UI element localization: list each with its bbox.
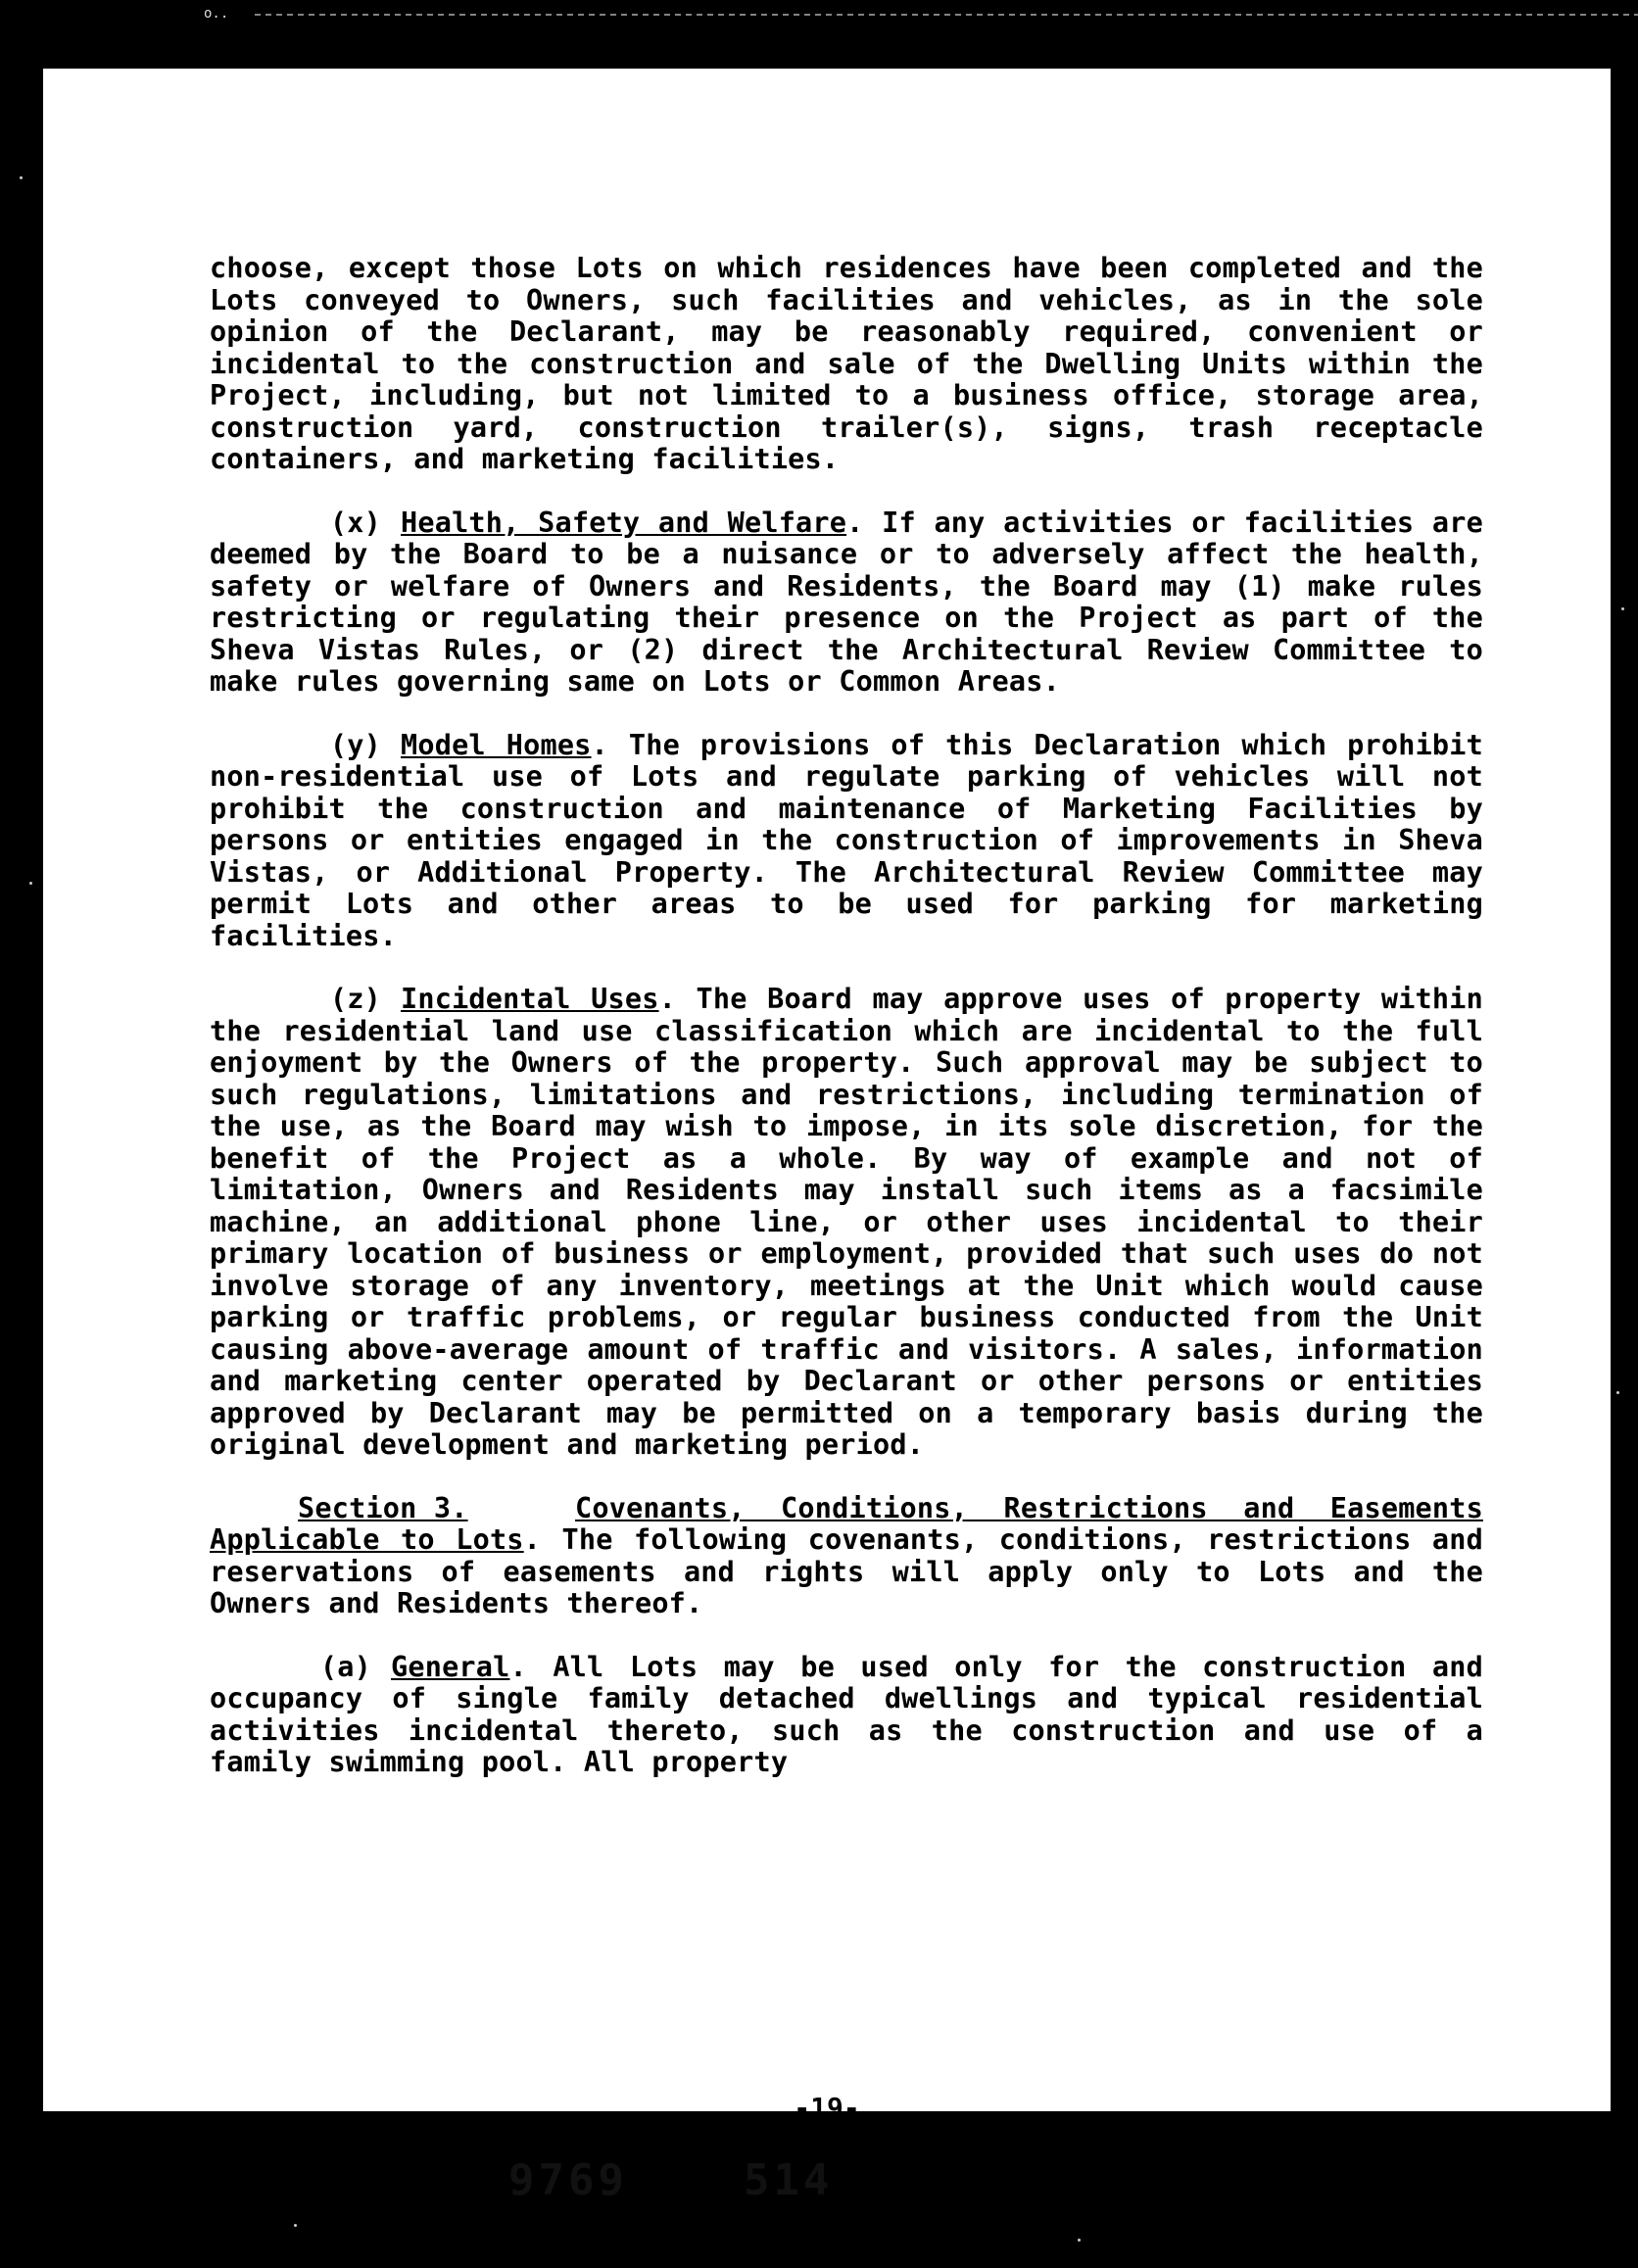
paragraph-x-label: (x) [329, 506, 381, 539]
paragraph-a-label: (a) [319, 1650, 371, 1683]
document-page [43, 69, 1611, 2205]
section-3-heading: Covenants, Conditions, Restrictions and Easements Applicable to Lots [210, 1491, 1483, 1556]
paragraph-a [210, 1652, 1483, 1779]
scan-top-border [0, 0, 1638, 39]
paragraph-a-heading: General [391, 1650, 510, 1683]
paragraph-y [210, 730, 1483, 953]
recording-book-number: 9769 [508, 2155, 628, 2205]
paragraph-x-text: . If any activities or facilities are deemed by the Board to be a nuisance or to adversely affect the health, safety or welfare of Owners and Residents, the Board may (1) make rules restricting or regulating their presence on the Project as part of the Sheva Vistas Rules, or (2) direct the Architectural Review Committee to make rules governing same on Lots or Common Areas. [210, 506, 1483, 698]
scan-corner-mark: o.. [204, 6, 229, 22]
section-3 [210, 1493, 1483, 1620]
paragraph-y-label: (y) [329, 728, 381, 761]
recording-page-number: 514 [744, 2155, 834, 2205]
section-3-text: . The following covenants, conditions, restrictions and reservations of easements and rights will apply only to Lots and the Owners and Residents thereof. [210, 1523, 1484, 1619]
scan-speck [20, 176, 23, 179]
paragraph-a-text: . All Lots may be used only for the construction and occupancy of single family detached dwellings and typical residential activities incidental thereto, such as the construction and use of a family swimming pool. All property [210, 1650, 1483, 1778]
scan-speck [294, 2224, 297, 2227]
paragraph-z-label: (z) [329, 983, 381, 1015]
scan-speck [1078, 2239, 1081, 2242]
scan-speck [1621, 607, 1624, 610]
section-3-label: Section 3. [298, 1491, 468, 1524]
paragraph-y-heading: Model Homes [401, 728, 592, 761]
scan-speck [29, 882, 32, 885]
paragraph-y-text: . The provisions of this Declaration which prohibit non-residential use of Lots and regulate parking of vehicles will not prohibit the construction and maintenance of Marketing Facilities by persons or entities engaged in the construction of improvements in Sheva Vistas, or Additional Property. The Architectural Review Committee may permit Lots and other areas to be used for parking for marketing facilities. [210, 728, 1483, 952]
paragraph-z-heading: Incidental Uses [401, 983, 659, 1015]
paragraph-intro [210, 253, 1483, 476]
paragraph-z-text: . The Board may approve uses of property within the residential land use classification which are incidental to the full enjoyment by the Owners of the property. Such approval may be subject to such regulations, limitations and restrictions, including termination of the use, as the Board may wish to impose, in its sole discretion, for the benefit of the Project as a whole. By way of example and not of limitation, Owners and Residents may install such items as a facsimile machine, an additional phone line, or other uses incidental to their primary location of business or employment, provided that such uses do not involve storage of any inventory, meetings at the Unit which would cause parking or traffic problems, or regular business conducted from the Unit causing above-average amount of traffic and visitors. A sales, information and marketing center operated by Declarant or other persons or entities approved by Declarant may be permitted on a temporary basis during the original development and marketing period. [210, 983, 1483, 1461]
page-number: -19- [794, 2092, 860, 2124]
paragraph-x-heading: Health, Safety and Welfare [401, 506, 847, 539]
paragraph-intro-text: choose, except those Lots on which residences have been completed and the Lots conveyed to Owners, such facilities and vehicles, as in the sole opinion of the Declarant, may be reasonably required, convenient or incidental to the construction and sale of the Dwelling Units within the Project, including, but not limited to a business office, storage area, construction yard, construction trailer(s), signs, trash receptacle containers, and marketing facilities. [210, 252, 1483, 475]
document-body [210, 253, 1483, 1810]
paragraph-z [210, 984, 1483, 1462]
scan-speck [1616, 1391, 1619, 1394]
paragraph-x [210, 507, 1483, 699]
